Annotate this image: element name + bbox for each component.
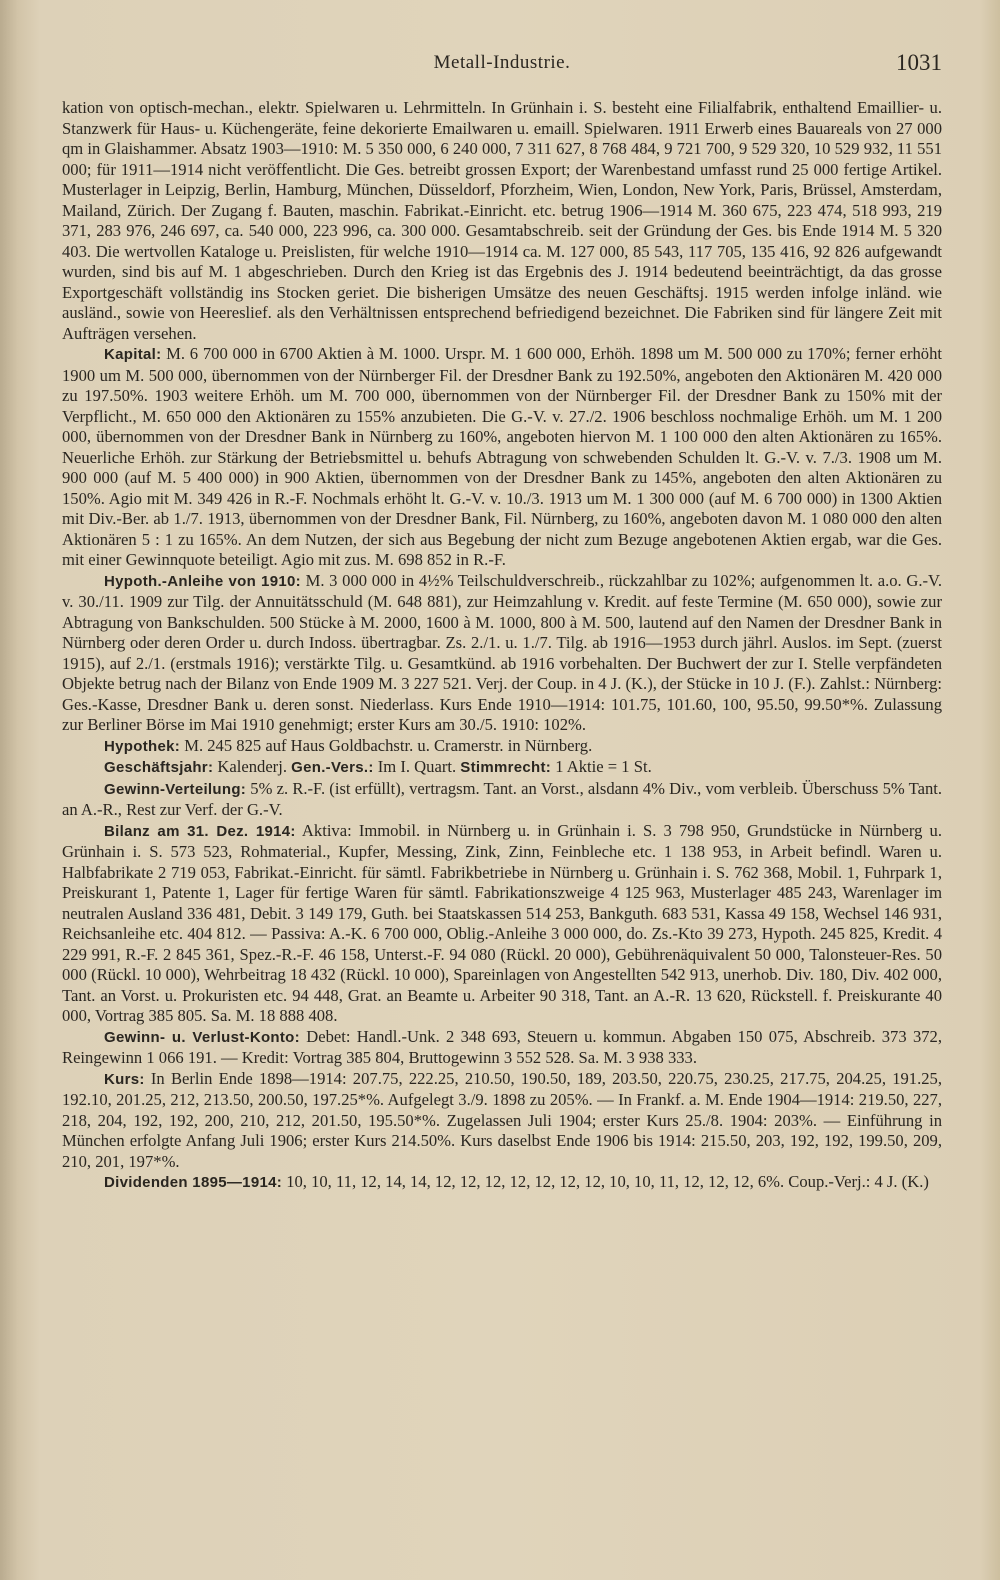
paragraph-geschaeftsjahr — [62, 757, 942, 779]
paragraph-bilanz — [62, 821, 942, 1027]
section-label: Bilanz am 31. Dez. 1914: — [104, 822, 296, 840]
section-label: Stimmrecht: — [460, 759, 552, 776]
section-label: Gen.-Vers.: — [291, 759, 374, 776]
paragraph-text: kation von optisch-mechan., elektr. Spielwaren u. Lehrmitteln. In Grünhain i. S. besteht eine Filialfabrik, enthaltend Emaillier- u. Stanzwerk für Haus- u. Küchengeräte, feine dekorierte Emailwaren u. emaill. Spielwaren. 1911 Erwerb eines Bauareals von 27 000 qm in Glaishammer. Absatz 1903—1910: M. 5 350 000, 6 240 000, 7 311 627, 8 768 484, 9 721 700, 9 529 320, 10 529 932, 11 551 000; für 1911—1914 nicht veröffentlicht. Die Ges. betreibt grossen Export; der Warenbestand umfasst rund 25 000 fertige Artikel. Musterlager in Leipzig, Berlin, Hamburg, München, Düsseldorf, Pforzheim, Wien, London, New York, Paris, Brüssel, Amsterdam, Mailand, Zürich. Der Zugang f. Bauten, maschin. Fabrikat.-Einricht. etc. betrug 1906—1914 M. 360 675, 223 474, 518 993, 219 371, 283 976, 246 697, ca. 540 000, 223 996, ca. 300 000. Gesamtabschreib. seit der Gründung der Ges. bis Ende 1914 M. 5 320 403. Die wertvollen Kataloge u. Preislisten, für welche 1910—1914 ca. M. 127 000, 85 543, 117 705, 135 416, 92 826 aufgewandt wurden, sind bis auf M. 1 abgeschrieben. Durch den Krieg ist das Ergebnis des J. 1914 bedeutend beeinträchtigt, da das grosse Exportgeschäft vollständig ins Stocken geriet. Die bisherigen Umsätze des neuen Geschäftsj. 1915 werden infolge inländ. wie ausländ., sowie von Heereslief. als den Verhältnissen entsprechend befriedigend bezeichnet. Die Fabriken sind für längere Zeit mit Aufträgen versehen. — [62, 98, 942, 343]
paragraph-text: In Berlin Ende 1898—1914: 207.75, 222.25, 210.50, 190.50, 189, 203.50, 220.75, 230.25, 217.75, 204.25, 191.25, 192.10, 201.25, 212, 213.50, 200.50, 197.25*%. Aufgelegt 3./9. 1898 zu 205%. — In Frankf. a. M. Ende 1904—1914: 219.50, 227, 218, 204, 192, 192, 200, 210, 212, 201.50, 195.50*%. Zugelassen Juli 1904; erster Kurs 25./8. 1904: 203%. — Einführung in München erfolgte Anfang Juli 1906; erster Kurs 214.50%. Kurs daselbst Ende 1906 bis 1914: 215.50, 203, 192, 192, 199.50, 209, 210, 201, 197*%. — [62, 1068, 942, 1171]
section-label: Hypothek: — [104, 737, 181, 755]
paragraph-text: 5% z. R.-F. (ist erfüllt), vertragsm. Tant. an Vorst., alsdann 4% Div., vom verbleib. Überschuss 5% Tant. an A.-R., Rest zur Verf. der G.-V. — [62, 778, 942, 819]
paragraph-kapital — [62, 344, 942, 571]
paragraph-text: Aktiva: Immobil. in Nürnberg u. in Grünhain i. S. 3 798 950, Grundstücke in Nürnberg u. Grünhain i. S. 573 523, Rohmaterial., Kupfer, Messing, Zink, Zinn, Feinbleche etc. 1 138 953, in Arbeit befindl. Waren u. Halbfabrikate 2 719 053, Fabrikat.-Einricht. für sämtl. Fabrikbetriebe in Nürnberg u. Grünhain i. S. 762 368, Mobil. 1, Fuhrpark 1, Preiskurant 1, Patente 1, Lager für fertige Waren für sämtl. Fabrikationszweige 4 125 963, Musterlager 485 243, Warenlager im neutralen Ausland 336 481, Debit. 3 149 179, Guth. bei Staatskassen 514 253, Bankguth. 683 531, Kassa 49 158, Wechsel 146 931, Reichsanleihe etc. 404 812. — Passiva: A.-K. 6 700 000, Oblig.-Anleihe 3 000 000, do. Zs.-Kto 39 273, Hypoth. 245 825, Kredit. 4 229 991, R.-F. 2 845 361, Spez.-R.-F. 46 158, Unterst.-F. 94 080 (Rückl. 20 000), Gebührenäquivalent 50 000, Talonsteuer-Res. 50 000 (Rückl. 10 000), Wehrbeitrag 18 432 (Rückl. 10 000), Spareinlagen von Angestellten 542 913, unerhob. Div. 180, Div. 402 000, Tant. an Vorst. u. Prokuristen etc. 94 448, Grat. an Beamte u. Arbeiter 90 318, Tant. an A.-R. 13 620, Rückstell. f. Preiskurante 40 000, Vortrag 385 805. Sa. M. 18 888 408. — [62, 820, 942, 1025]
paragraph-text: 1 Aktie = 1 St. — [551, 757, 652, 776]
page-number: 1031 — [896, 50, 942, 75]
section-label: Gewinn-Verteilung: — [104, 780, 247, 798]
paragraph-text: Kalenderj. — [213, 757, 292, 776]
paragraph-kurs — [62, 1069, 942, 1173]
paragraph-text: M. 245 825 auf Haus Goldbachstr. u. Cramerstr. in Nürnberg. — [180, 735, 593, 755]
section-label: Gewinn- u. Verlust-Konto: — [104, 1028, 300, 1046]
section-label: Kapital: — [104, 346, 162, 363]
section-label: Kurs: — [104, 1070, 145, 1088]
paragraph-text: M. 3 000 000 in 4½% Teilschuldverschreib., rückzahlbar zu 102%; aufgenommen lt. a.o. G.-V. v. 30./11. 1909 zur Tilg. der Annuitätsschuld (M. 648 881), zur Heimzahlung v. Kredit. auf feste Termine (M. 650 000), sowie zur Abtragung von Bankschulden. 500 Stücke à M. 2000, 1600 à M. 1000, 800 à M. 500, lautend auf den Namen der Dresdner Bank in Nürnberg oder deren Order u. durch Indoss. übertragbar. Zs. 2./1. u. 1./7. Tilg. ab 1916—1953 durch jährl. Auslos. im Sept. (zuerst 1915), auf 2./1. (erstmals 1916); verstärkte Tilg. u. Gesamtkünd. ab 1916 vorbehalten. Der Buchwert der zur I. Stelle verpfändeten Objekte betrug nach der Bilanz von Ende 1909 M. 3 227 521. Verj. der Coup. in 4 J. (K.), der Stücke in 10 J. (F.). Zahlst.: Nürnberg: Ges.-Kasse, Dresdner Bank u. deren sonst. Niederlass. Kurs Ende 1910—1914: 101.75, 101.60, 100, 95.50, 99.50*%. Zulassung zur Berliner Börse im Mai 1910 genehmigt; erster Kurs am 30./5. 1910: 102%. — [62, 570, 942, 734]
paragraph-intro — [62, 98, 942, 344]
paragraph-gewinn-verteilung — [62, 779, 942, 821]
section-label: Hypoth.-Anleihe von 1910: — [104, 572, 301, 590]
section-label: Geschäftsjahr: — [104, 759, 214, 776]
page-header — [62, 50, 942, 78]
paragraph-gewinn-verlust — [62, 1027, 942, 1069]
body-text — [62, 98, 942, 1194]
paragraph-hypothek — [62, 736, 942, 758]
paragraph-hypoth-anleihe — [62, 571, 942, 736]
running-title: Metall-Industrie. — [433, 52, 571, 73]
paragraph-text: 10, 10, 11, 12, 14, 14, 12, 12, 12, 12, 12, 12, 12, 10, 10, 11, 12, 12, 12, 6%. Coup.-Verj.: 4 J. (K.) — [282, 1172, 929, 1191]
paragraph-dividenden — [62, 1172, 942, 1194]
paragraph-text: Debet: Handl.-Unk. 2 348 693, Steuern u. kommun. Abgaben 150 075, Abschreib. 373 372, Reingewinn 1 066 191. — Kredit: Vortrag 385 804, Bruttogewinn 3 552 528. Sa. M. 3 938 333. — [62, 1026, 942, 1067]
section-label: Dividenden 1895—1914: — [104, 1174, 283, 1191]
paragraph-text: M. 6 700 000 in 6700 Aktien à M. 1000. Urspr. M. 1 600 000, Erhöh. 1898 um M. 500 000 zu 170%; ferner erhöht 1900 um M. 500 000, übernommen von der Nürnberger Fil. der Dresdner Bank zu 192.50%, angeboten den Aktionären M. 420 000 zu 197.50%. 1903 weitere Erhöh. um M. 700 000, übernommen von der Nürnberger Fil. der Dresdner Bank zu 150% mit der Verpflicht., M. 650 000 den Aktionären zu 155% anzubieten. Die G.-V. v. 27./2. 1906 beschloss nochmalige Erhöh. um M. 1 200 000, übernommen von der Dresdner Bank in Nürnberg zu 160%, angeboten hiervon M. 1 100 000 den alten Aktionären zu 165%. Neuerliche Erhöh. zur Stärkung der Betriebsmittel u. behufs Abtragung von schwebenden Schulden lt. G.-V. v. 7./3. 1908 um M. 900 000 (auf M. 5 400 000) in 900 Aktien, übernommen von der Dresdner Bank zu 145%, angeboten den alten Aktionären zu 150%. Agio mit M. 349 426 in R.-F. Nochmals erhöht lt. G.-V. v. 10./3. 1913 um M. 1 300 000 (auf M. 6 700 000) in 1300 Aktien mit Div.-Ber. ab 1./7. 1913, übernommen von der Dresdner Bank, Fil. Nürnberg, zu 160%, angeboten davon M. 1 080 000 den alten Aktionären 5 : 1 zu 165%. An dem Nutzen, der sich aus Begebung der nicht zum Bezuge angebotenen Aktien ergab, war die Ges. mit einer Gewinnquote beteiligt. Agio mit zus. M. 698 852 in R.-F. — [62, 344, 942, 569]
paragraph-text: Im I. Quart. — [373, 757, 461, 776]
